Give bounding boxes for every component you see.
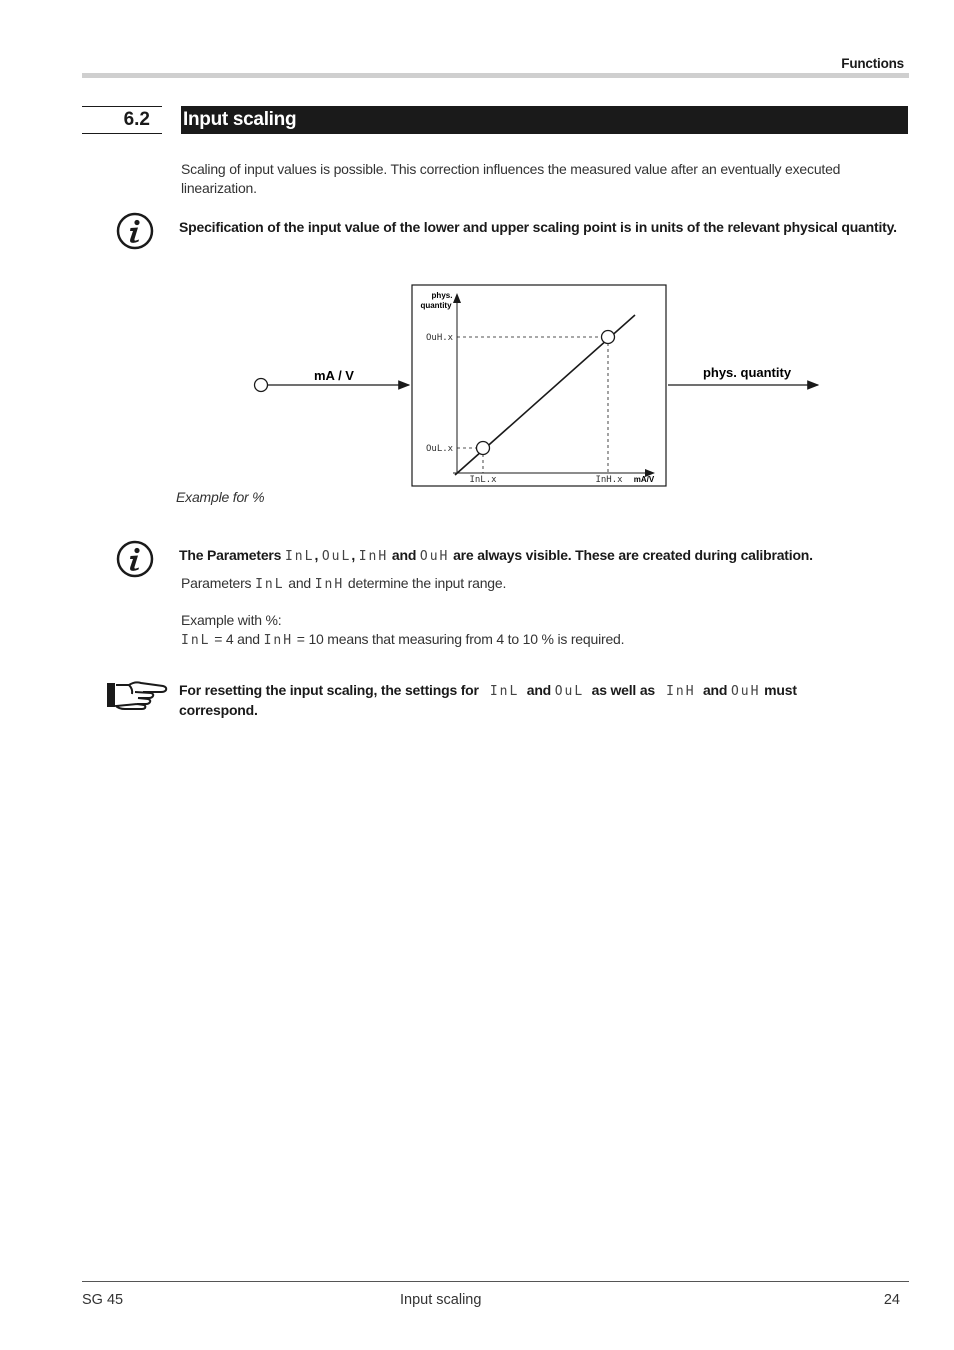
page-number: 24 xyxy=(883,1292,900,1308)
note-scaling-units: Specification of the input value of the lower and upper scaling point is in units of the relevant physical quantity. xyxy=(179,219,897,235)
info-icon xyxy=(115,539,155,579)
y-tick-oul: OuL.x xyxy=(426,444,454,454)
x-tick-inh: InH.x xyxy=(595,475,623,485)
footer-product: SG 45 xyxy=(82,1292,124,1308)
param-inh: InH xyxy=(358,549,389,564)
note2-and: and xyxy=(391,547,417,563)
note2-prefix: The Parameters xyxy=(179,547,282,563)
note-parameters-visible: The Parameters InL, OuL, InH and OuH are always visible. These are created during calibration. xyxy=(179,547,813,564)
param-oul: OuL xyxy=(554,684,585,699)
param-inh: InH xyxy=(666,684,696,699)
param-inh: InH xyxy=(314,577,345,592)
note3-line2: correspond. xyxy=(179,702,258,718)
param-inl: InL xyxy=(284,549,315,564)
example-mid: = 4 and xyxy=(214,631,260,647)
note3-as-well-as: as well as xyxy=(591,682,655,698)
input-terminal xyxy=(255,379,268,392)
range-and: and xyxy=(288,575,312,591)
x-tick-inl: InL.x xyxy=(469,475,497,485)
section-title: Input scaling xyxy=(181,106,908,134)
range-suffix: determine the input range. xyxy=(347,575,507,591)
header-rule xyxy=(82,73,909,78)
param-ouh: OuH xyxy=(419,549,450,564)
note2-suffix: are always visible. These are created during calibration. xyxy=(453,547,813,563)
scaling-block xyxy=(412,285,666,486)
param-inl: InL xyxy=(489,684,520,699)
lower-scaling-point xyxy=(477,442,490,455)
intro-paragraph: Scaling of input values is possible. This correction influences the measured value after an eventually executed linearization. xyxy=(181,161,841,196)
footer-chapter: Input scaling xyxy=(400,1292,482,1308)
x-axis-label: mA/V xyxy=(633,475,655,484)
running-header-section: Functions xyxy=(841,56,904,71)
section-number: 6.2 xyxy=(82,106,162,134)
y-axis-label-line2: quantity xyxy=(420,301,452,310)
note3-and-1: and xyxy=(526,682,552,698)
footer-rule xyxy=(82,1281,909,1282)
note3-and-2: and xyxy=(702,682,728,698)
y-axis-label-line1: phys. xyxy=(431,291,453,300)
example-title: Example with %: xyxy=(181,612,282,628)
diagram-caption: Example for % xyxy=(176,489,265,505)
input-range-paragraph xyxy=(181,574,506,594)
output-label: phys. quantity xyxy=(702,365,792,380)
param-inh: InH xyxy=(263,633,294,648)
input-label: mA / V xyxy=(314,368,354,383)
param-inl: InL xyxy=(181,633,211,648)
pointing-hand-icon xyxy=(105,678,169,712)
range-prefix: Parameters xyxy=(181,575,252,591)
note3-must: must xyxy=(764,682,797,698)
y-tick-ouh: OuH.x xyxy=(426,333,454,343)
example-line xyxy=(181,630,624,650)
param-oul: OuL xyxy=(321,549,352,564)
scaling-diagram xyxy=(250,280,840,495)
param-inl: InL xyxy=(255,577,285,592)
example-suffix: = 10 means that measuring from 4 to 10 % is required. xyxy=(296,631,625,647)
note-resetting xyxy=(179,681,909,720)
info-icon xyxy=(115,211,155,251)
param-ouh: OuH xyxy=(730,684,761,699)
upper-scaling-point xyxy=(602,331,615,344)
note3-prefix: For resetting the input scaling, the settings for xyxy=(179,682,479,698)
